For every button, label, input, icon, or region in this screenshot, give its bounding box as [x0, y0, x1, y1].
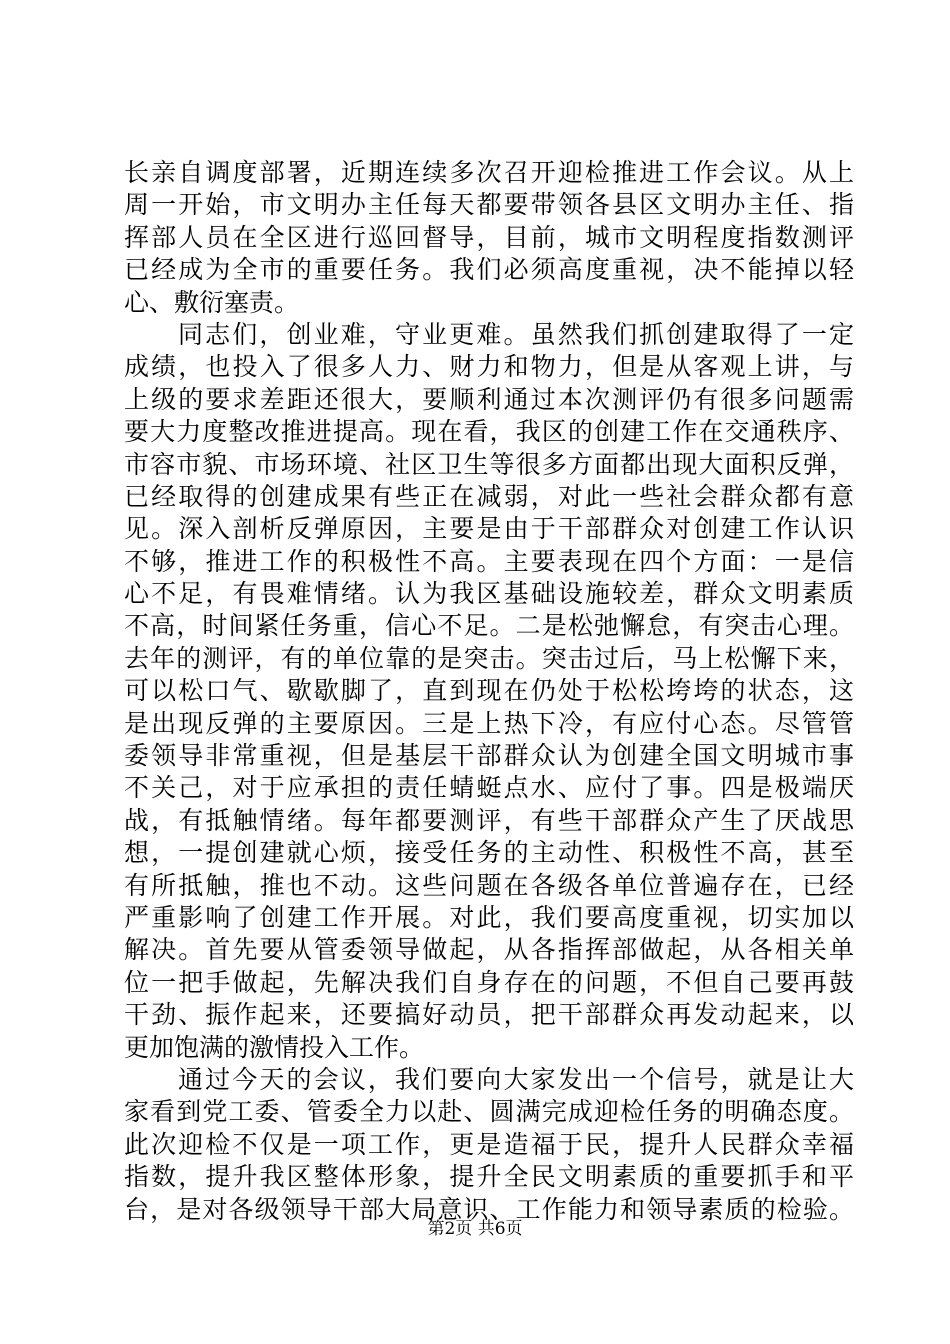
page-footer: 第2页 共6页 [427, 1219, 523, 1239]
text-line: 不高，时间紧任务重，信心不足。二是松弛懈怠，有突击心理。 [124, 611, 854, 641]
text-line: 此次迎检不仅是一项工作，更是造福于民，提升人民群众幸福 [124, 1129, 854, 1159]
text-line: 已经成为全市的重要任务。我们必须高度重视，决不能掉以轻 [124, 255, 854, 285]
text-line: 市容市貌、市场环境、社区卫生等很多方面都出现大面积反弹， [124, 449, 854, 479]
text-line: 解决。首先要从管委领导做起，从各指挥部做起，从各相关单 [124, 935, 854, 965]
text-line: 严重影响了创建工作开展。对此，我们要高度重视，切实加以 [124, 902, 854, 932]
text-line: 心、敷衍塞责。 [124, 287, 300, 317]
text-line: 长亲自调度部署，近期连续多次召开迎检推进工作会议。从上 [124, 158, 854, 187]
text-line: 干劲、振作起来，还要搞好动员，把干部群众再发动起来，以 [124, 1000, 854, 1030]
text-line: 不够，推进工作的积极性不高。主要表现在四个方面：一是信 [124, 546, 854, 576]
text-line: 通过今天的会议，我们要向大家发出一个信号，就是让大 [178, 1064, 854, 1094]
text-line: 是出现反弹的主要原因。三是上热下冷，有应付心态。尽管管 [124, 708, 854, 738]
text-line: 见。深入剖析反弹原因，主要是由于干部群众对创建工作认识 [124, 514, 854, 544]
text-line: 战，有抵触情绪。每年都要测评，有些干部群众产生了厌战思 [124, 805, 854, 835]
text-line: 有所抵触，推也不动。这些问题在各级各单位普遍存在，已经 [124, 870, 854, 900]
text-line: 想，一提创建就心烦，接受任务的主动性、积极性不高，甚至 [124, 838, 854, 868]
text-line: 台，是对各级领导干部大局意识、工作能力和领导素质的检验。 [124, 1194, 854, 1224]
text-line: 指数，提升我区整体形象，提升全民文明素质的重要抓手和平 [124, 1162, 854, 1192]
text-line: 更加饱满的激情投入工作。 [124, 1032, 425, 1062]
text-line: 挥部人员在全区进行巡回督导，目前，城市文明程度指数测评 [124, 222, 854, 252]
text-line: 可以松口气、歇歇脚了，直到现在仍处于松松垮垮的状态，这 [124, 676, 854, 706]
text-line: 要大力度整改推进提高。现在看，我区的创建工作在交通秩序、 [124, 417, 854, 447]
text-line: 家看到党工委、管委全力以赴、圆满完成迎检任务的明确态度。 [124, 1097, 854, 1127]
text-line: 周一开始，市文明办主任每天都要带领各县区文明办主任、指 [124, 190, 854, 220]
text-line: 心不足，有畏难情绪。认为我区基础设施较差，群众文明素质 [124, 579, 854, 609]
text-line: 已经取得的创建成果有些正在减弱，对此一些社会群众都有意 [124, 481, 854, 511]
text-line: 位一把手做起，先解决我们自身存在的问题，不但自己要再鼓 [124, 967, 854, 997]
text-line: 成绩，也投入了很多人力、财力和物力，但是从客观上讲，与 [124, 352, 854, 382]
text-line: 委领导非常重视，但是基层干部群众认为创建全国文明城市事 [124, 741, 854, 771]
text-line: 去年的测评，有的单位靠的是突击。突击过后，马上松懈下来， [124, 643, 854, 673]
text-line: 同志们，创业难，守业更难。虽然我们抓创建取得了一定 [178, 319, 854, 349]
body-text [124, 157, 854, 1226]
text-line: 不关己，对于应承担的责任蜻蜓点水、应付了事。四是极端厌 [124, 773, 854, 803]
text-line: 上级的要求差距还很大，要顺利通过本次测评仍有很多问题需 [124, 384, 854, 414]
